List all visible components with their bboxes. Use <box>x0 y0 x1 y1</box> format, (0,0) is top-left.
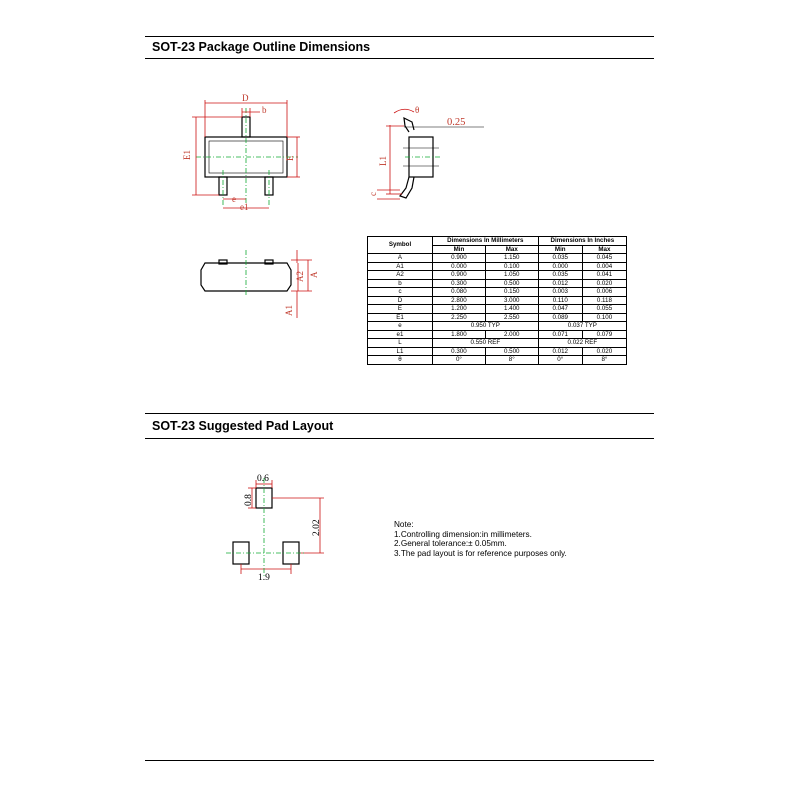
dim-E1-label: E1 <box>182 150 192 160</box>
table-cell: 0° <box>538 356 582 365</box>
table-cell: 0.035 <box>538 271 582 280</box>
table-cell: 8° <box>485 356 538 365</box>
table-cell: 0.900 <box>433 254 486 263</box>
table-cell: 0.080 <box>433 288 486 297</box>
table-cell: 0.022 REF <box>538 339 626 348</box>
dim-A2-label: A2 <box>295 271 305 282</box>
table-cell: 0.900 <box>433 271 486 280</box>
dim-A1-label: A1 <box>284 305 294 316</box>
table-cell: D <box>368 296 433 305</box>
table-cell: 0.055 <box>582 305 626 314</box>
dim-theta-label: θ <box>415 105 420 115</box>
table-cell: A2 <box>368 271 433 280</box>
note-line-2: 2.General tolerance:± 0.05mm. <box>394 539 507 548</box>
table-cell: 0.150 <box>485 288 538 297</box>
in-header: Dimensions In Inches <box>538 237 626 246</box>
table-cell: b <box>368 279 433 288</box>
table-cell: 0.020 <box>582 279 626 288</box>
in-min-header: Min <box>538 245 582 254</box>
dim-b-label: b <box>262 105 267 115</box>
table-cell: 2.550 <box>485 313 538 322</box>
table-cell: 0.100 <box>582 313 626 322</box>
dim-D-label: D <box>242 93 249 103</box>
table-cell: 0.118 <box>582 296 626 305</box>
pad-pitch-202-label: 2.02 <box>312 519 322 536</box>
notes-block <box>394 520 567 558</box>
table-cell: c <box>368 288 433 297</box>
table-cell: 0.089 <box>538 313 582 322</box>
table-cell: 0° <box>433 356 486 365</box>
notes-title: Note: <box>394 520 414 529</box>
pad-height-08-label: 0.8 <box>244 494 254 506</box>
pad-span-19-label: 1.9 <box>258 573 270 583</box>
table-cell: 0.100 <box>485 262 538 271</box>
table-cell: 0.000 <box>538 262 582 271</box>
pad-section-title: SOT-23 Suggested Pad Layout <box>152 419 334 433</box>
table-cell: 1.150 <box>485 254 538 263</box>
table-cell: E1 <box>368 313 433 322</box>
bottom-rule <box>145 760 654 761</box>
table-cell: 1.800 <box>433 330 486 339</box>
table-cell: L1 <box>368 347 433 356</box>
table-cell: e1 <box>368 330 433 339</box>
table-cell: 2.800 <box>433 296 486 305</box>
table-cell: 0.500 <box>485 347 538 356</box>
table-cell: 0.300 <box>433 347 486 356</box>
table-cell: 1.400 <box>485 305 538 314</box>
table-cell: 0.071 <box>538 330 582 339</box>
table-cell: A1 <box>368 262 433 271</box>
mm-min-header: Min <box>433 245 486 254</box>
table-cell: 3.000 <box>485 296 538 305</box>
note-line-3: 3.The pad layout is for reference purposes only. <box>394 548 567 558</box>
table-cell: 0.020 <box>582 347 626 356</box>
table-cell: 0.004 <box>582 262 626 271</box>
pad-width-06-label: 0.6 <box>257 474 269 484</box>
table-cell: 0.012 <box>538 279 582 288</box>
table-cell: 0.047 <box>538 305 582 314</box>
table-cell: 0.003 <box>538 288 582 297</box>
mm-header: Dimensions In Millimeters <box>433 237 539 246</box>
table-cell: 0.035 <box>538 254 582 263</box>
table-cell: 0.500 <box>485 279 538 288</box>
symbol-header: Symbol <box>368 237 433 254</box>
table-cell: 0.550 REF <box>433 339 539 348</box>
table-cell: 0.300 <box>433 279 486 288</box>
in-max-header: Max <box>582 245 626 254</box>
table-cell: L <box>368 339 433 348</box>
table-cell: 8° <box>582 356 626 365</box>
mm-max-header: Max <box>485 245 538 254</box>
note-line-1: 1.Controlling dimension:in millimeters. <box>394 529 532 539</box>
table-cell: 0.041 <box>582 271 626 280</box>
table-cell: 2.000 <box>485 330 538 339</box>
table-cell: 0.037 TYP <box>538 322 626 331</box>
outline-section-title: SOT-23 Package Outline Dimensions <box>152 40 371 54</box>
dim-L1-label: L1 <box>378 156 388 166</box>
table-cell: 0.012 <box>538 347 582 356</box>
dim-E-label: E <box>285 155 295 161</box>
table-cell: 0.045 <box>582 254 626 263</box>
table-cell: 0.079 <box>582 330 626 339</box>
table-cell: 0.110 <box>538 296 582 305</box>
table-cell: 1.050 <box>485 271 538 280</box>
table-cell: 2.250 <box>433 313 486 322</box>
table-cell: 1.200 <box>433 305 486 314</box>
table-cell: 0.006 <box>582 288 626 297</box>
table-cell: θ <box>368 356 433 365</box>
dim-025-label: 0.25 <box>447 117 466 128</box>
dim-A-label: A <box>309 271 319 278</box>
table-cell: 0.950 TYP <box>433 322 539 331</box>
dim-e-label: e <box>232 194 236 204</box>
dim-e1-label: e1 <box>240 202 249 212</box>
table-cell: A <box>368 254 433 263</box>
table-cell: 0.000 <box>433 262 486 271</box>
dim-c-label: c <box>368 192 378 196</box>
table-cell: E <box>368 305 433 314</box>
table-cell: e <box>368 322 433 331</box>
